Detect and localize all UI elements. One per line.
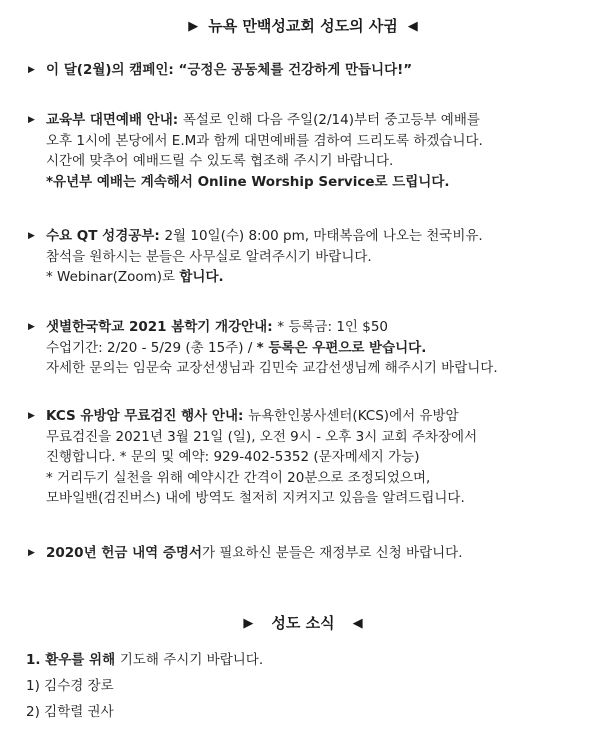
notice-text: 가 필요하신 분들은 재정부로 신청 바랍니다. [202,545,463,561]
notice-text: 뉴욕한인봉사센터(KCS)에서 유방암 [248,408,459,424]
notice-line [28,267,593,288]
notice-line [28,406,593,427]
triangle-right-icon: ▶ [28,322,35,332]
notice-item [28,226,593,288]
notice-item [28,110,593,192]
notice-text: 무료검진을 2021년 3월 21일 (일), 오전 9시 - 오후 3시 교회 주차장에서 [46,428,478,445]
notice-text: 폭설로 인해 다음 주일(2/14)부터 중고등부 예배를 [182,112,480,128]
notice-bold-text: 수요 QT 성경공부: [46,228,165,244]
triangle-right-icon: ▶ [188,19,199,34]
notice-text: 자세한 문의는 임문숙 교장선생님과 김민숙 교감선생님께 해주시기 바랍니다. [46,360,498,376]
triangle-right-icon: ▶ [28,115,35,125]
notice-bold-text: 이 달(2월)의 캠페인: “긍정은 공동체를 건강하게 만듭니다!” [46,62,413,78]
triangle-right-icon: ▶ [28,548,35,558]
notice-text: 모바일밴(검진버스) 내에 방역도 철저히 지켜지고 있음을 알려드립니다. [46,490,465,506]
news-text: 기도해 주시기 바랍니다. [119,652,264,668]
notice-line [28,317,593,338]
notice-line [28,543,593,564]
notice-text: 진행합니다. * 문의 및 예약: 929-402-5352 (문자메세지 가능) [46,449,420,465]
news-text: 2) 김학렬 권사 [26,704,114,720]
notice-bold-text: 샛별한국학교 2021 봄학기 개강안내: [46,319,278,335]
notice-line [28,247,593,268]
news-line [26,648,263,673]
notice-line [28,358,593,379]
notice-line [28,60,593,81]
notice-line [28,427,593,448]
notice-header [0,15,606,36]
news-line [26,674,114,699]
triangle-right-icon: ▶ [28,65,35,75]
triangle-right-icon: ▶ [28,231,35,241]
notice-bold-text: * 등록은 우편으로 받습니다. [256,339,427,356]
notice-text: * 거리두기 실천을 위해 예약시간 간격이 20분으로 조정되었으며, [46,469,431,486]
notice-text: 참석을 원하시는 분들은 사무실로 알려주시기 바랍니다. [46,248,372,265]
news-text: 1) 김수경 장로 [26,678,114,694]
notice-line [28,488,593,509]
notice-text: 시간에 맞추어 예배드릴 수 있도록 협조해 주시기 바랍니다. [46,153,394,169]
notice-line [28,447,593,468]
notice-line [28,131,593,152]
notice-bold-text: 2020년 헌금 내역 증명서 [46,545,203,561]
triangle-right-icon: ▶ [243,616,254,631]
news-title: 성도 소식 [271,614,335,632]
notice-line [28,151,593,172]
notice-line [28,226,593,247]
news-bold-text: 1. 환우를 위해 [26,652,120,668]
notice-bold-text: 합니다. [179,269,224,285]
triangle-left-icon: ◀ [352,616,363,631]
notice-item [28,543,593,564]
notice-text: * Webinar(Zoom)로 [46,269,180,285]
notice-item [28,317,593,379]
triangle-left-icon: ◀ [407,19,418,34]
triangle-right-icon: ▶ [28,411,35,421]
notice-bold-text: 교육부 대면예배 안내: [46,112,183,128]
notice-line [28,468,593,489]
notice-line [28,110,593,131]
notice-line [28,172,593,193]
news-header [0,612,606,633]
notice-bold-text: KCS 유방암 무료검진 행사 안내: [46,408,249,424]
notice-item [28,406,593,509]
notice-item [28,60,593,81]
notice-line [28,338,593,359]
notice-text: 오후 1시에 본당에서 E.M과 함께 대면예배를 겸하여 드리도록 하겠습니다. [46,132,483,149]
notice-bold-text: *유년부 예배는 계속해서 Online Worship Service로 드립니다. [46,173,450,190]
notice-title: 뉴욕 만백성교회 성도의 사귐 [208,17,398,35]
news-line [26,700,114,725]
notice-text: 수업기간: 2/20 - 5/29 (총 15주) / [46,339,257,356]
notice-text: 2월 10일(수) 8:00 pm, 마태복음에 나오는 천국비유. [164,228,483,244]
notice-text: * 등록금: 1인 $50 [277,319,389,335]
